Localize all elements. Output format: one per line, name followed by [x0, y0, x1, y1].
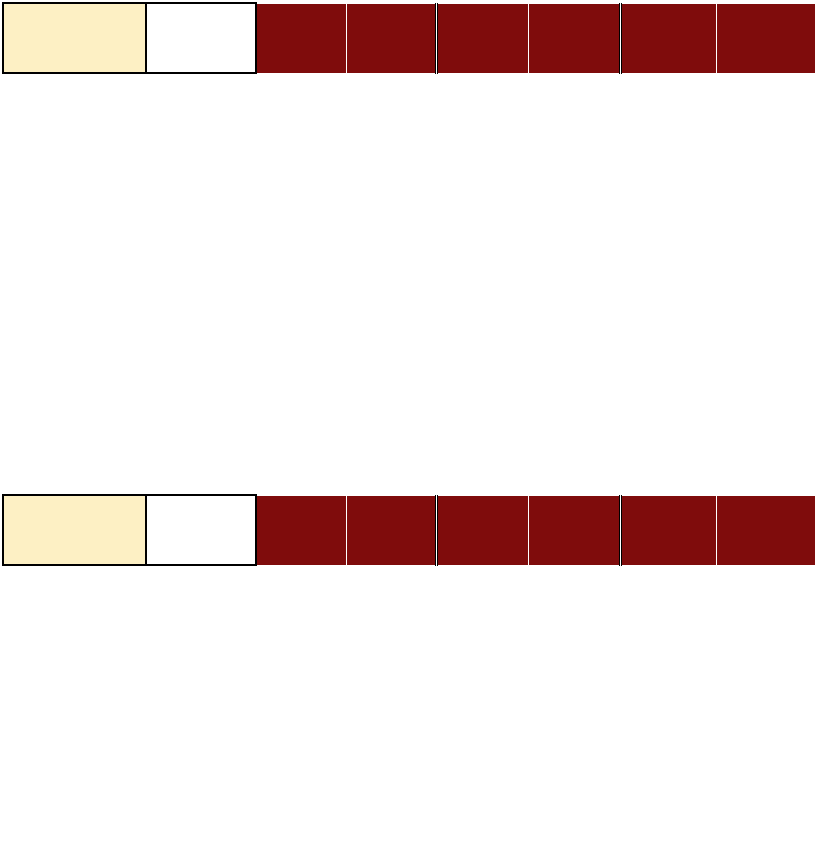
q2-annual-header	[528, 495, 620, 565]
q2-monthly-header	[436, 3, 528, 73]
types-of-property-header	[3, 3, 146, 73]
q1q2-monthly-header	[620, 3, 716, 73]
impact-table-residential-commercial	[2, 2, 816, 74]
q2-annual-header	[528, 3, 620, 73]
q2-monthly-header	[436, 495, 528, 565]
market-value-header	[146, 3, 256, 73]
types-of-property-header	[3, 495, 146, 565]
header-row	[3, 3, 815, 73]
market-value-header	[146, 495, 256, 565]
header-row	[3, 495, 815, 565]
q1q2-monthly-header	[620, 495, 716, 565]
q1q2-annual-header	[716, 3, 815, 73]
impact-table-agricultural	[2, 494, 816, 566]
q1-annual-header	[346, 3, 436, 73]
q1-monthly-header	[256, 3, 346, 73]
q1q2-annual-header	[716, 495, 815, 565]
q1-monthly-header	[256, 495, 346, 565]
q1-annual-header	[346, 495, 436, 565]
